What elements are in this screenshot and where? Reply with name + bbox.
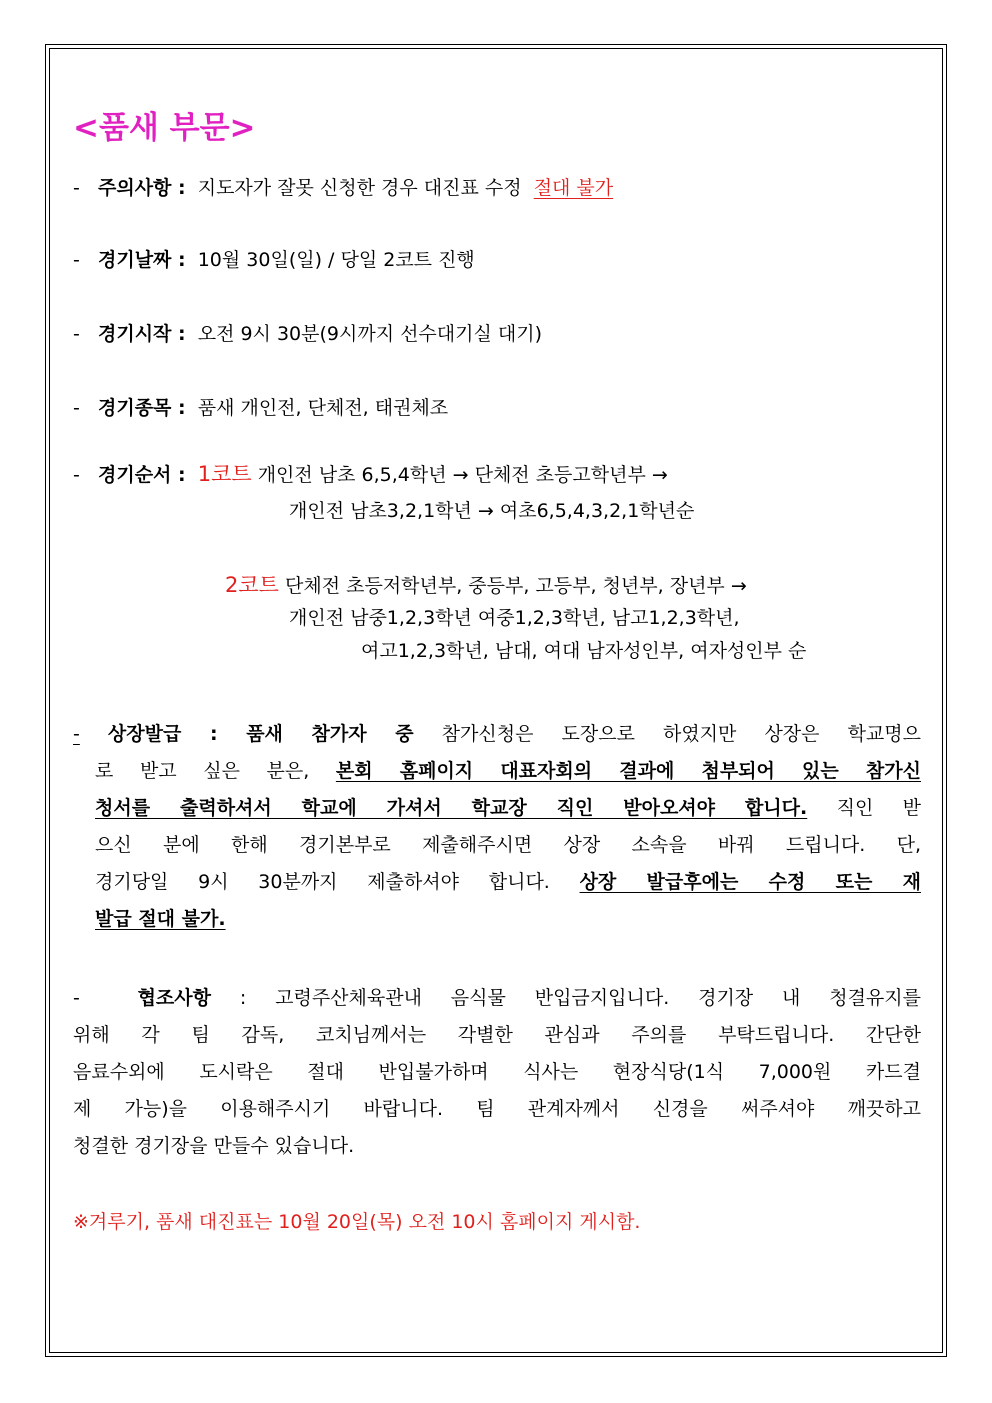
award-line-5 (95, 864, 921, 901)
date-text: 10월 30일(일) / 당일 2코트 진행 (197, 249, 475, 271)
award-line5-plain: 경기당일 9시 30분까지 제출하셔야 합니다. (95, 871, 550, 893)
award-line3-plain: 직인 받 (836, 797, 922, 819)
date-row (73, 247, 475, 273)
bracket-notice: ※겨루기, 품새 대진표는 10월 20일(목) 오전 10시 홈페이지 게시함. (73, 1211, 641, 1233)
court1-line1: 개인전 남초 6,5,4학년 → 단체전 초등고학년부 → (257, 464, 668, 486)
events-label: 경기종목 : (97, 397, 186, 419)
caution-row (73, 175, 613, 201)
cooperation-paragraph (73, 980, 921, 1165)
date-label: 경기날짜 : (97, 249, 186, 271)
court2-label: 2코트 (225, 573, 279, 597)
award-line2-bold: 본회 홈페이지 대표자회의 결과에 첨부되어 있는 참가신 (335, 760, 921, 782)
court2-line3: 여고1,2,3학년, 남대, 여대 남자성인부, 여자성인부 순 (361, 640, 807, 662)
events-text: 품새 개인전, 단체전, 태권체조 (197, 397, 449, 419)
caution-label: 주의사항 : (97, 177, 186, 199)
award-line-3 (95, 790, 921, 827)
coop-line-1 (73, 980, 921, 1017)
court2-line2: 개인전 남중1,2,3학년 여중1,2,3학년, 남고1,2,3학년, (289, 607, 740, 629)
award-body (95, 753, 921, 938)
award-line-1 (73, 716, 921, 753)
caution-emphasis: 절대 불가 (533, 177, 614, 199)
award-label: 상장발급 : 품새 참가자 중 (107, 723, 414, 745)
court2-line1: 단체전 초등저학년부, 중등부, 고등부, 청년부, 장년부 → (284, 575, 747, 597)
award-line6-bold: 발급 절대 불가. (95, 908, 226, 930)
section-title: <품새 부문> (73, 110, 256, 146)
award-line-4: 으신 분에 한해 경기본부로 제출해주시면 상장 소속을 바꿔 드립니다. 단, (95, 834, 921, 856)
coop-line-4: 제 가능)을 이용해주시기 바랍니다. 팀 관계자께서 신경을 써주셔야 깨끗하고 (73, 1098, 921, 1120)
coop-line-3: 음료수외에 도시락은 절대 반입불가하며 식사는 현장식당(1식 7,000원 카드결 (73, 1061, 921, 1083)
order-dash: - (73, 464, 80, 486)
award-line3-bold: 청서를 출력하셔서 학교에 가셔서 학교장 직인 받아오셔야 합니다. (95, 797, 808, 819)
coop-dash: - (73, 987, 80, 1009)
award-paragraph (73, 716, 921, 753)
date-dash: - (73, 249, 80, 271)
award-line-2 (95, 753, 921, 790)
start-row (73, 321, 542, 347)
events-dash: - (73, 397, 80, 419)
award-dash: - (73, 723, 80, 745)
coop-line-5: 청결한 경기장을 만들수 있습니다. (73, 1135, 355, 1157)
court2-row (225, 572, 747, 599)
start-dash: - (73, 323, 80, 345)
award-line-6 (95, 901, 921, 938)
start-text: 오전 9시 30분(9시까지 선수대기실 대기) (197, 323, 543, 345)
coop-line-2: 위해 각 팀 감독, 코치님께서는 각별한 관심과 주의를 부탁드립니다. 간단한 (73, 1024, 921, 1046)
court1-label: 1코트 (197, 462, 252, 486)
award-line5-bold: 상장 발급후에는 수정 또는 재 (579, 871, 921, 893)
order-label: 경기순서 : (97, 464, 186, 486)
award-line1-rest: 참가신청은 도장으로 하였지만 상장은 학교명으 (441, 723, 921, 745)
award-line2-plain: 로 받고 싶은 분은, (95, 760, 310, 782)
coop-line1-rest: : 고령주산체육관내 음식물 반입금지입니다. 경기장 내 청결유지를 (239, 987, 921, 1009)
order-row (73, 461, 668, 488)
caution-dash: - (73, 177, 80, 199)
court1-line2: 개인전 남초3,2,1학년 → 여초6,5,4,3,2,1학년순 (289, 500, 695, 522)
coop-label: 협조사항 (137, 987, 211, 1009)
start-label: 경기시작 : (97, 323, 186, 345)
events-row (73, 395, 448, 421)
caution-text: 지도자가 잘못 신청한 경우 대진표 수정 (197, 177, 522, 199)
